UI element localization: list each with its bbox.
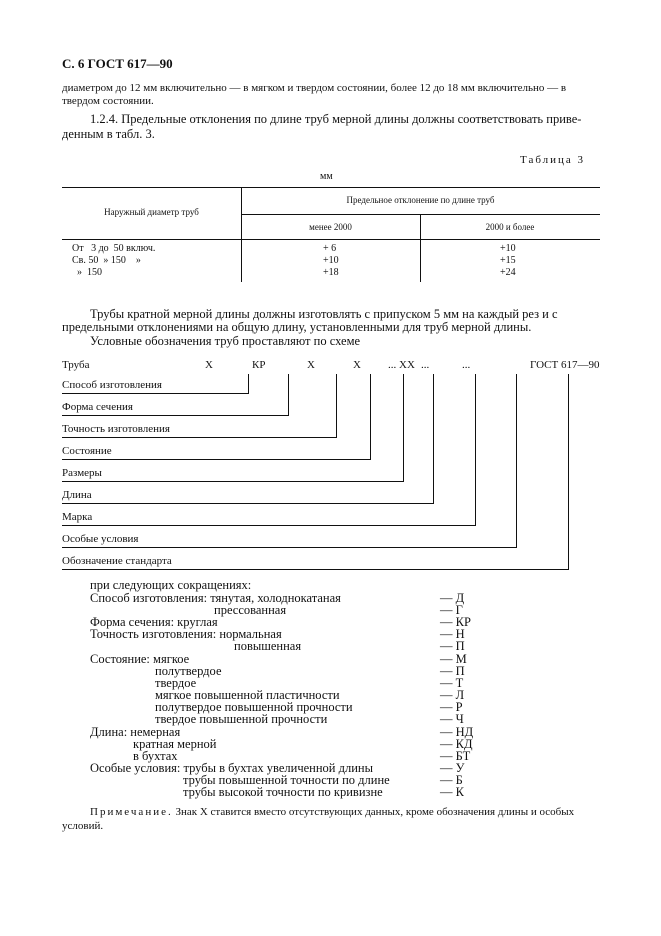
scheme-rule-shape: [62, 415, 288, 416]
abbrev-intro: при следующих сокращениях:: [90, 578, 252, 592]
para-line-2: предельными отклонениями на общую длину, установленными для труб мерной длины.: [62, 320, 532, 334]
clause-1-2-4-line-2: денным в табл. 3.: [62, 127, 155, 141]
col-header-diameter: Наружный диаметр труб: [104, 207, 199, 217]
para-line-1: Трубы кратной мерной длины должны изготовлять с припуском 5 мм на каждый рез и с: [90, 307, 558, 321]
abbrev-label: твердое повышенной прочности: [155, 712, 328, 726]
abbrev-code: — Д: [440, 591, 465, 605]
table-row-1-dev1: + 6: [323, 243, 337, 254]
note-line-2: условий.: [62, 820, 104, 832]
scheme-label-grade: Марка: [62, 511, 93, 523]
table-row-1-dev2: +10: [500, 243, 516, 254]
scheme-rule-state: [62, 459, 370, 460]
table-row-1-diameter: От 3 до 50 включ.: [72, 243, 156, 254]
scheme-connector-special: [516, 374, 517, 548]
scheme-head-state: Х: [353, 359, 361, 371]
scheme-rule-method: [62, 393, 248, 394]
intro-line-2: твердом состоянии.: [62, 95, 154, 107]
scheme-label-method: Способ изготовления: [62, 379, 162, 391]
table-caption: Таблица 3: [520, 154, 586, 166]
clause-1-2-4-line-1: 1.2.4. Предельные отклонения по длине труб мерной длины должны соответствовать приве-: [90, 112, 582, 126]
scheme-head-method: Х: [205, 359, 213, 371]
abbrev-label: Способ изготовления: тянутая, холоднокатаная: [90, 591, 341, 605]
abbrev-label: Особые условия: трубы в бухтах увеличенной длины: [90, 761, 373, 775]
abbrev-label: трубы высокой точности по кривизне: [183, 785, 383, 799]
scheme-rule-grade: [62, 525, 475, 526]
abbrev-code: — Ч: [440, 712, 464, 726]
abbrev-label: твердое: [155, 676, 197, 690]
table-row-3-dev1: +18: [323, 267, 339, 278]
abbrev-code: — П: [440, 664, 465, 678]
table-unit: мм: [320, 171, 333, 182]
scheme-connector-length: [433, 374, 434, 504]
abbrev-label: мягкое повышенной пластичности: [155, 688, 340, 702]
scheme-label-standard: Обозначение стандарта: [62, 555, 172, 567]
abbrev-code: — КД: [440, 737, 473, 751]
scheme-connector-shape: [288, 374, 289, 416]
table-row-3-diameter: » 150: [72, 267, 102, 278]
abbrev-label: полутвердое: [155, 664, 222, 678]
abbrev-code: — КР: [440, 615, 471, 629]
note-title: Примечание.: [90, 806, 173, 818]
col-header-deviation: Предельное отклонение по длине труб: [346, 195, 495, 205]
abbrev-code: — НД: [440, 725, 474, 739]
scheme-label-state: Состояние: [62, 445, 112, 457]
scheme-label-length: Длина: [62, 489, 92, 501]
scheme-label-precision: Точность изготовления: [62, 423, 170, 435]
abbrev-label: повышенная: [234, 639, 302, 653]
scheme-connector-grade: [475, 374, 476, 526]
intro-line-1: диаметром до 12 мм включительно — в мягком и твердом состоянии, более 12 до 18 мм включительно — в: [62, 82, 567, 94]
scheme-rule-standard: [62, 569, 568, 570]
scheme-connector-precision: [336, 374, 337, 438]
scheme-rule-length: [62, 503, 433, 504]
scheme-connector-sizes: [403, 374, 404, 482]
scheme-label-sizes: Размеры: [62, 467, 102, 479]
table-row-2-diameter: Св. 50 » 150 »: [72, 255, 141, 266]
abbrev-code: — Н: [440, 627, 465, 641]
abbrev-label: в бухтах: [133, 749, 178, 763]
subheader-2000-more: 2000 и более: [485, 222, 535, 232]
abbrev-label: кратная мерной: [133, 737, 217, 751]
scheme-head-shape: КР: [252, 359, 266, 371]
abbrev-code: — М: [440, 652, 467, 666]
scheme-connector-standard: [568, 374, 569, 570]
abbrev-label: Форма сечения: круглая: [90, 615, 218, 629]
note: [90, 806, 574, 818]
abbrev-code: — Т: [440, 676, 464, 690]
scheme-label-shape: Форма сечения: [62, 401, 133, 413]
scheme-rule-special: [62, 547, 516, 548]
scheme-rule-precision: [62, 437, 336, 438]
abbrev-code: — Б: [440, 773, 463, 787]
scheme-rule-sizes: [62, 481, 403, 482]
para-line-3: Условные обозначения труб проставляют по схеме: [90, 334, 361, 348]
scheme-head-standard: ГОСТ 617—90: [530, 359, 600, 371]
abbrev-label: Состояние: мягкое: [90, 652, 190, 666]
scheme-connector-method: [248, 374, 249, 394]
note-line-1: Знак Х ставится вместо отсутствующих данных, кроме обозначения длины и особых: [175, 806, 575, 818]
scheme-head-pipe: Труба: [62, 359, 90, 371]
abbrev-code: — П: [440, 639, 465, 653]
abbrev-label: трубы повышенной точности по длине: [183, 773, 390, 787]
abbrev-label: Точность изготовления: нормальная: [90, 627, 282, 641]
abbrev-code: — У: [440, 761, 465, 775]
table-row-2-dev2: +15: [500, 255, 516, 266]
scheme-head-precision: Х: [307, 359, 315, 371]
table-header-rule: [62, 239, 600, 240]
abbrev-code: — Р: [440, 700, 463, 714]
abbrev-code: — Л: [440, 688, 465, 702]
table-row-2-dev1: +10: [323, 255, 339, 266]
scheme-head-sizes: ... ХХ: [388, 359, 415, 371]
subheader-less-2000: менее 2000: [309, 222, 352, 232]
scheme-label-special: Особые условия: [62, 533, 139, 545]
abbrev-label: прессованная: [214, 603, 287, 617]
scheme-connector-state: [370, 374, 371, 460]
abbrev-code: — Г: [440, 603, 463, 617]
page-header: С. 6 ГОСТ 617—90: [62, 56, 173, 71]
abbrev-label: полутвердое повышенной прочности: [155, 700, 353, 714]
scheme-head-grade: ...: [421, 359, 430, 371]
scheme-head-special: ...: [462, 359, 471, 371]
abbrev-code: — К: [440, 785, 464, 799]
table-top-rule: [62, 187, 600, 188]
abbrev-label: Длина: немерная: [90, 725, 181, 739]
table-row-3-dev2: +24: [500, 267, 516, 278]
abbrev-code: — БТ: [440, 749, 471, 763]
